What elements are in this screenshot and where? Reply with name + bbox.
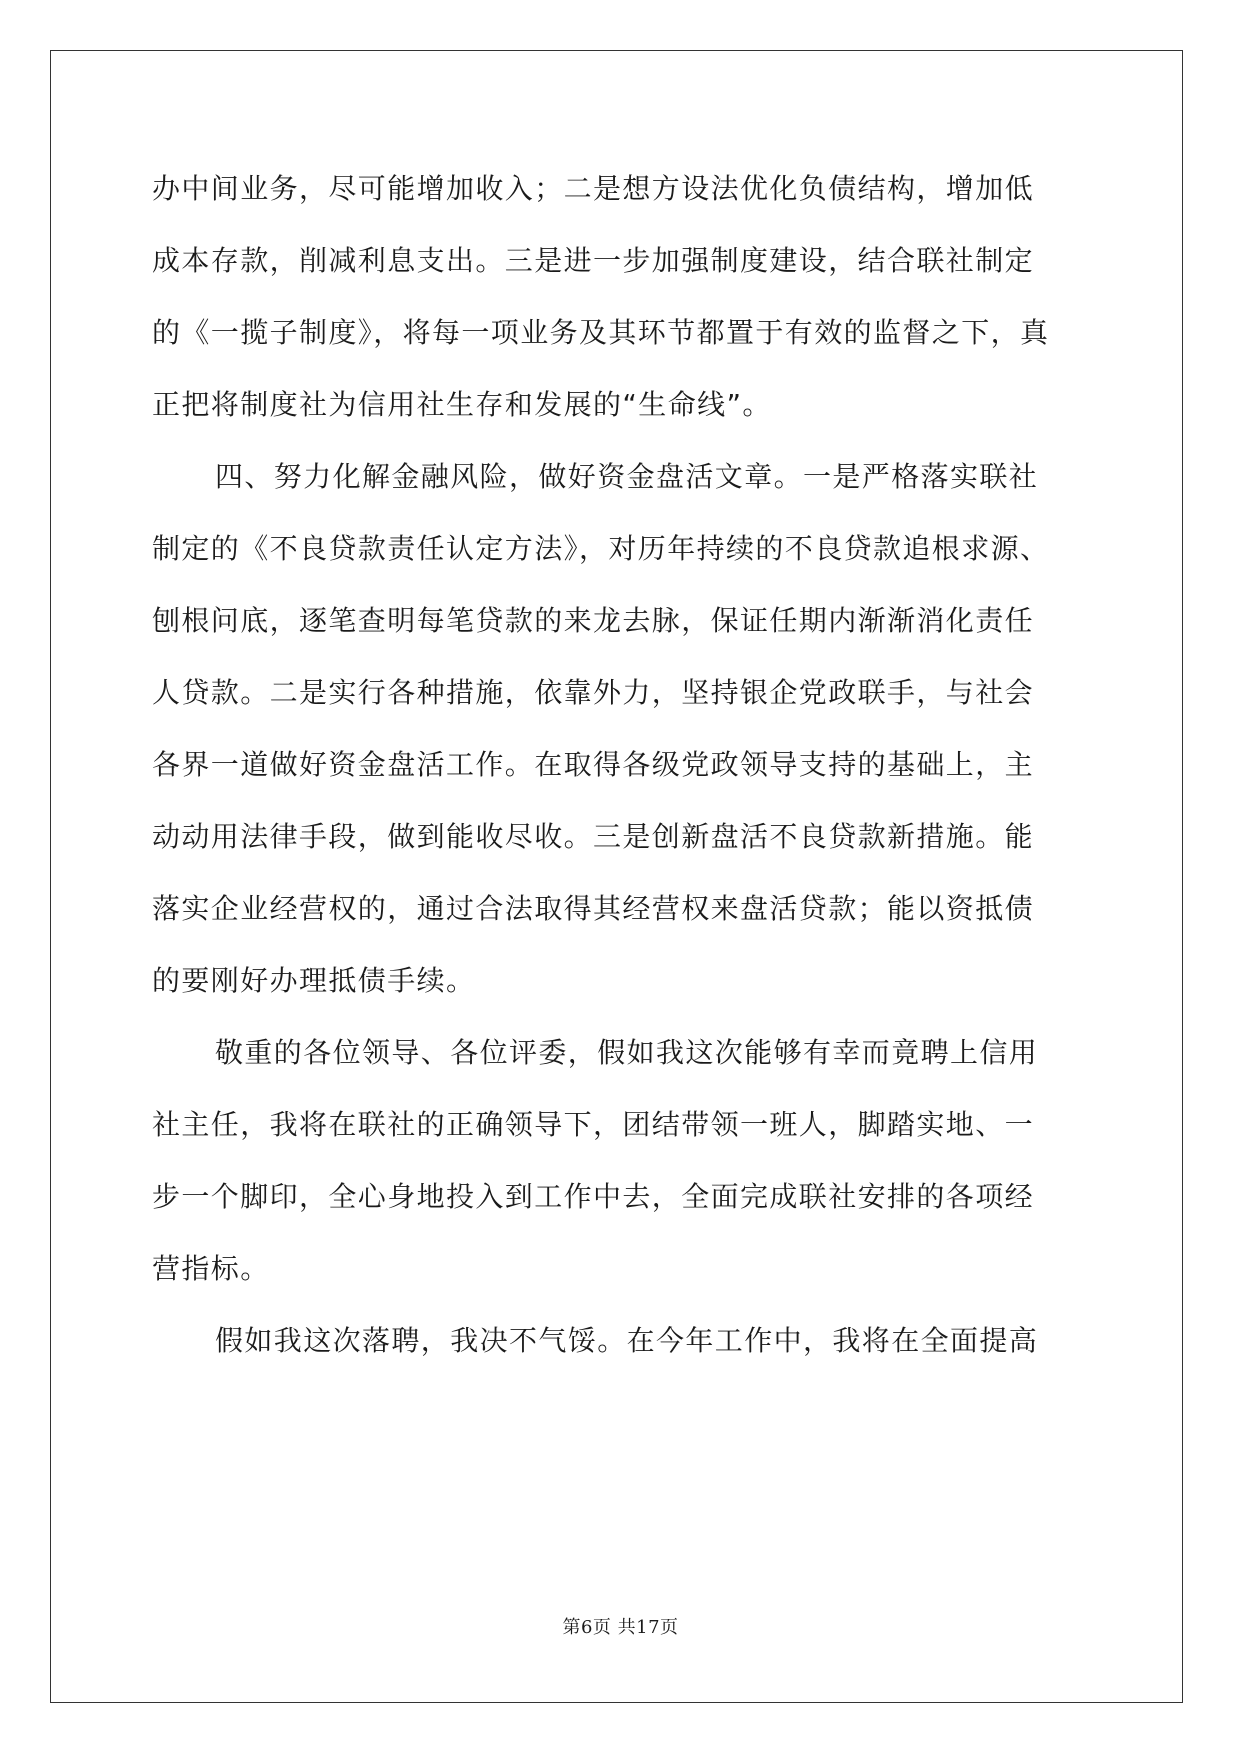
paragraph-first-line: 假如我这次落聘，我决不气馁。在今年工作中，我将在全面提高 <box>215 1324 1039 1357</box>
text-line: 人贷款。二是实行各种措施，依靠外力，坚持银企党政联手，与社会 <box>152 676 1035 709</box>
text-line: 成本存款，削减利息支出。三是进一步加强制度建设，结合联社制定 <box>152 244 1035 277</box>
text-line: 正把将制度社为信用社生存和发展的“生命线”。 <box>152 388 772 421</box>
text-line: 刨根问底，逐笔查明每笔贷款的来龙去脉，保证任期内渐渐消化责任 <box>152 604 1035 637</box>
text-line: 落实企业经营权的，通过合法取得其经营权来盘活贷款；能以资抵债 <box>152 892 1035 925</box>
page-border <box>50 50 1183 1703</box>
text-line: 动动用法律手段，做到能收尽收。三是创新盘活不良贷款新措施。能 <box>152 820 1035 853</box>
paragraph-first-line: 敬重的各位领导、各位评委，假如我这次能够有幸而竟聘上信用 <box>215 1036 1039 1069</box>
paragraph-first-line: 四、努力化解金融风险，做好资金盘活文章。一是严格落实联社 <box>215 460 1039 493</box>
page-number-footer: 第6页 共17页 <box>562 1617 679 1638</box>
text-line: 的要刚好办理抵债手续。 <box>152 964 476 997</box>
text-line: 营指标。 <box>152 1252 270 1285</box>
text-line: 各界一道做好资金盘活工作。在取得各级党政领导支持的基础上，主 <box>152 748 1035 781</box>
text-line: 步一个脚印，全心身地投入到工作中去，全面完成联社安排的各项经 <box>152 1180 1035 1213</box>
text-line: 办中间业务，尽可能增加收入；二是想方设法优化负债结构，增加低 <box>152 172 1035 205</box>
text-line: 制定的《不良贷款责任认定方法》，对历年持续的不良贷款追根求源、 <box>152 532 1050 565</box>
text-line: 的《一揽子制度》，将每一项业务及其环节都置于有效的监督之下，真 <box>152 316 1050 349</box>
text-line: 社主任，我将在联社的正确领导下，团结带领一班人，脚踏实地、一 <box>152 1108 1035 1141</box>
